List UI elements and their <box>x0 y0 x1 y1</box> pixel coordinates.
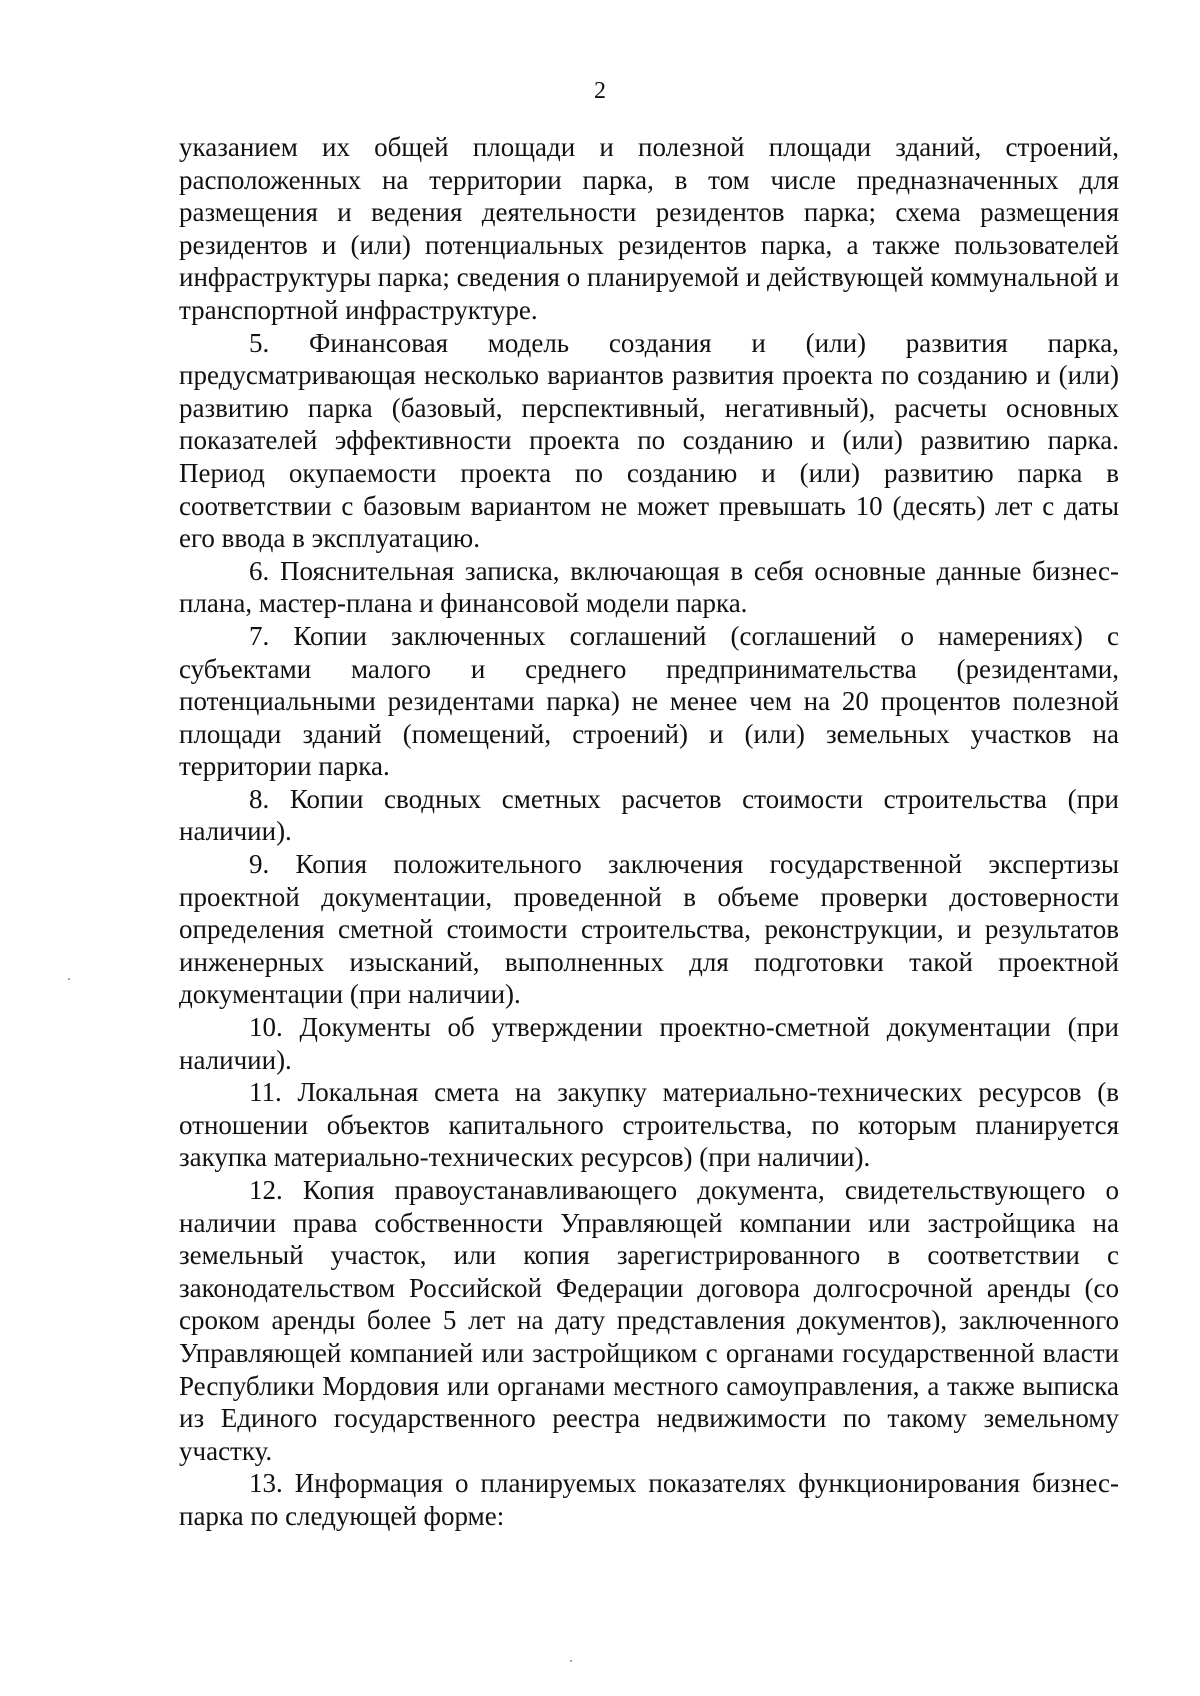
paragraph-item-6: 6. Пояснительная записка, включающая в себя основные данные бизнес-плана, мастер-плана и финансовой модели парка. <box>179 555 1119 619</box>
paragraph-item-13: 13. Информация о планируемых показателях функционирования бизнес-парка по следующей форме: <box>179 1468 1119 1531</box>
paragraph-item-7: 7. Копии заключенных соглашений (соглашений о намерениях) с субъектами малого и среднего предпринимательства (резидентами, потенциальными резидентами парка) не менее чем на 20 процентов полезной площади зданий (помещений, строений) и (или) земельных участков на территории парка. <box>179 620 1119 782</box>
scan-speck <box>68 978 70 980</box>
paragraph-item-10: 10. Документы об утверждении проектно-сметной документации (при наличии). <box>179 1012 1119 1075</box>
paragraph-item-5: 5. Финансовая модель создания и (или) развития парка, предусматривающая несколько вариантов развития проекта по созданию и (или) развитию парка (базовый, перспективный, негативный), расчеты основных показателей эффективности проекта по созданию и (или) развитию парка. Период окупаемости проекта по созданию и (или) развитию парка в соответствии с базовым вариантом не может превышать 10 (десять) лет с даты его ввода в эксплуатацию. <box>179 327 1119 554</box>
paragraph-item-8: 8. Копии сводных сметных расчетов стоимости строительства (при наличии). <box>179 783 1119 847</box>
paragraph-continuation: указанием их общей площади и полезной площади зданий, строений, расположенных на территории парка, в том числе предназначенных для размещения и ведения деятельности резидентов парка; схема размещения резидентов и (или) потенциальных резидентов парка, а также пользователей инфраструктуры парка; сведения о планируемой и действующей коммунальной и транспортной инфраструктуре. <box>179 132 1119 325</box>
scan-speck <box>570 1660 572 1662</box>
paragraph-item-12: 12. Копия правоустанавливающего документа, свидетельствующего о наличии права собственности Управляющей компании или застройщика на земельный участок, или копия зарегистрированного в соответствии с законодательством Российской Федерации договора долгосрочной аренды (со сроком аренды более 5 лет на дату представления документов), заключенного Управляющей компанией или застройщиком с органами государственной власти Республики Мордовия или органами местного самоуправления, а также выписка из Единого государственного реестра недвижимости по такому земельному участку. <box>179 1175 1119 1466</box>
paragraph-item-9: 9. Копия положительного заключения государственной экспертизы проектной документации, проведенной в объеме проверки достоверности определения сметной стоимости строительства, реконструкции, и результатов инженерных изысканий, выполненных для подготовки такой проектной документации (при наличии). <box>179 849 1119 1010</box>
page-number: 2 <box>594 78 606 104</box>
document-body <box>179 131 1119 1533</box>
paragraph-item-11: 11. Локальная смета на закупку материально-технических ресурсов (в отношении объектов капитального строительства, по которым планируется закупка материально-технических ресурсов) (при наличии). <box>179 1077 1119 1173</box>
